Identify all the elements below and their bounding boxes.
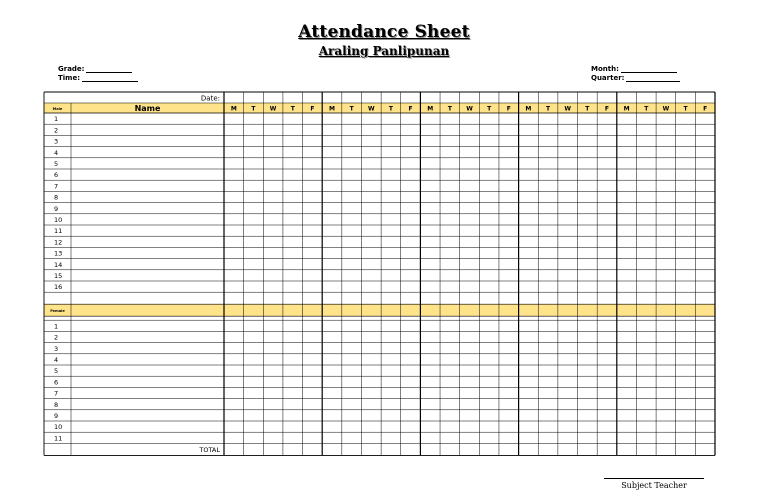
day-header-25: F	[703, 105, 708, 113]
day-header-11: M	[427, 105, 434, 113]
male-row-number: 3	[54, 137, 59, 146]
day-header-4: T	[290, 105, 295, 113]
male-row-number: 11	[54, 227, 63, 236]
time-label: Time:	[58, 74, 81, 82]
female-row-number: 7	[54, 389, 59, 398]
day-header-23: W	[662, 105, 670, 113]
male-row-number: 9	[54, 204, 59, 213]
day-header-5: F	[310, 105, 315, 113]
female-row-number: 3	[54, 344, 59, 353]
male-row-number: 2	[54, 126, 59, 135]
day-header-12: T	[447, 105, 452, 113]
name-header: Name	[134, 104, 161, 113]
day-header-17: T	[546, 105, 551, 113]
male-row-number: 10	[54, 216, 63, 224]
day-header-19: T	[585, 105, 590, 113]
day-header-18: W	[564, 105, 572, 113]
total-label: TOTAL	[199, 446, 220, 455]
day-header-13: W	[466, 105, 473, 113]
day-header-1: M	[230, 105, 237, 113]
male-row-number: 5	[54, 160, 59, 168]
female-row-number: 8	[54, 400, 59, 409]
day-header-20: F	[604, 105, 610, 113]
grade-label: Grade:	[58, 65, 85, 73]
male-row-number: 14	[54, 260, 63, 269]
female-row-number: 5	[54, 367, 59, 376]
day-header-14: T	[487, 105, 492, 113]
day-header-3: W	[269, 105, 277, 113]
female-row-number: 6	[54, 378, 59, 387]
male-row-number: 8	[54, 193, 59, 202]
male-row-number: 7	[54, 182, 59, 191]
male-row-number: 15	[54, 272, 63, 280]
quarter-label: Quarter:	[591, 74, 625, 82]
male-row-number: 4	[54, 148, 59, 157]
female-row-number: 10	[54, 423, 63, 432]
day-header-16: M	[525, 105, 532, 113]
female-row-number: 1	[54, 322, 59, 331]
signature-label: Subject Teacher	[621, 481, 687, 490]
day-header-10: F	[408, 105, 413, 113]
day-header-7: T	[349, 105, 354, 113]
month-label: Month:	[591, 65, 619, 73]
date-label: Date:	[200, 94, 220, 103]
sheet-subtitle: Araling Panlipunan	[318, 44, 450, 58]
day-header-15: F	[506, 105, 511, 113]
male-row-number: 6	[54, 171, 59, 180]
day-header-9: T	[388, 105, 393, 113]
day-header-6: M	[329, 105, 336, 113]
day-header-22: T	[644, 105, 649, 113]
female-row-number: 11	[54, 434, 63, 443]
male-row-number: 16	[54, 283, 63, 292]
day-header-21: M	[623, 105, 630, 113]
signature-line	[604, 478, 704, 479]
male-label: Male	[52, 106, 63, 111]
day-header-24: T	[683, 105, 688, 113]
sheet-title: Attendance Sheet	[298, 22, 470, 42]
male-row-number: 12	[54, 238, 63, 247]
male-row-number: 1	[54, 115, 59, 124]
female-label: Female	[50, 308, 65, 313]
day-header-2: T	[251, 105, 256, 113]
male-row-number: 13	[54, 249, 63, 258]
day-header-8: W	[367, 105, 375, 113]
female-row-number: 4	[54, 356, 59, 364]
female-row-number: 9	[54, 412, 59, 420]
female-header-band	[44, 304, 715, 316]
female-row-number: 2	[54, 333, 59, 342]
